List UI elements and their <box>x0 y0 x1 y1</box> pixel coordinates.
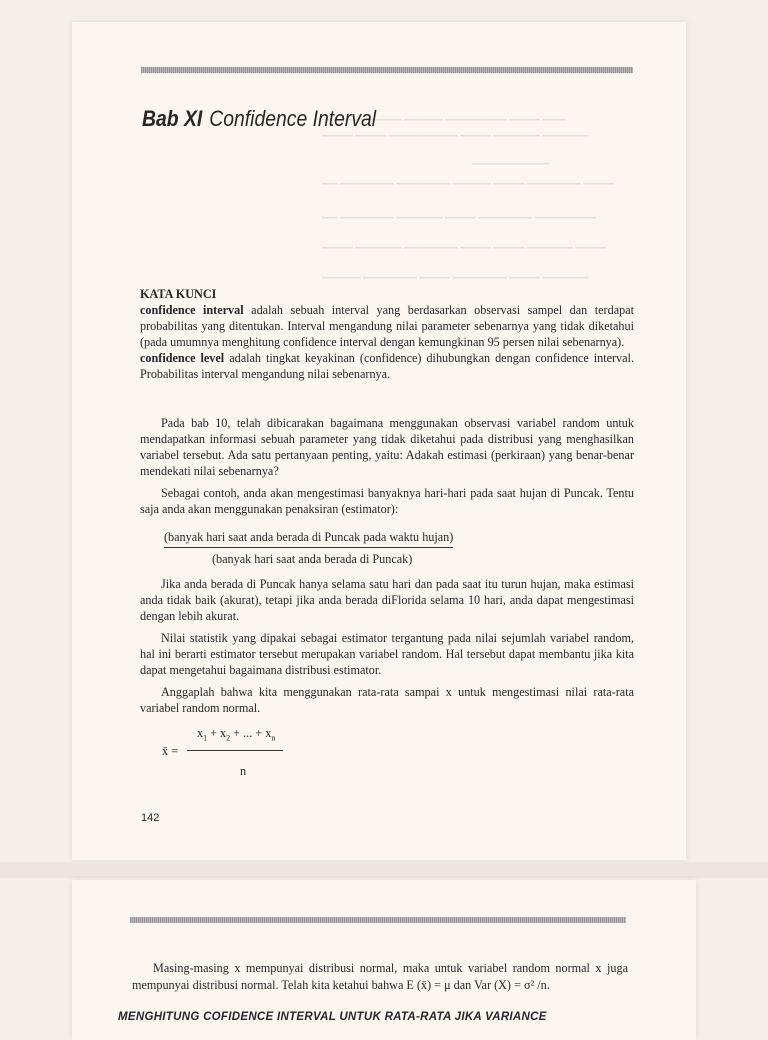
bleed-through-text: ▁▁▁▁▁ ▁▁▁▁▁▁▁ ▁▁▁▁ ▁▁▁▁▁▁▁ ▁▁▁▁ ▁▁▁▁▁▁ <box>322 268 589 279</box>
page-142 <box>72 22 686 860</box>
paragraph: Jika anda berada di Puncak hanya selama satu hari dan pada saat itu turun hujan, maka estimasi anda tidak baik (akurat), tetapi jika anda berada diFlorida selama 10 hari, anda dapat mengestimasi dengan lebih akurat. <box>140 577 634 623</box>
formula-denominator: n <box>240 764 247 778</box>
bleed-through-text: ▁▁▁▁▁▁▁▁▁▁ <box>472 154 549 165</box>
paragraph: Nilai statistik yang dipakai sebagai estimator tergantung pada nilai sejumlah variabel random, hal ini berarti estimator tersebut merupakan variabel random. Hal tersebut dapat membantu jika kita dapat mengetahui bagaimana distribusi estimator. <box>140 631 634 677</box>
paragraph: Sebagai contoh, anda akan mengestimasi banyaknya hari-hari pada saat hujan di Puncak. Tentu saja anda akan menggunakan penaksiran (estimator): <box>140 486 634 516</box>
formula-lhs: x̄ = <box>162 744 179 758</box>
header-rule <box>141 67 633 73</box>
page-143 <box>72 880 696 1040</box>
bleed-through-text: ▁▁ ▁▁▁▁▁▁▁ ▁▁▁▁▁▁▁ ▁▁▁▁▁ ▁▁▁▁ ▁▁▁▁▁▁▁ ▁▁▁▁ <box>322 174 614 185</box>
keyword-confidence-level <box>140 350 634 382</box>
paragraph: Masing-masing x mempunyai distribusi normal, maka untuk variabel random normal x juga mempunyai distribusi normal. Telah kita ketahui bahwa E (x̄) = μ dan Var (X) = σ² /n. <box>132 961 628 992</box>
chapter-number: Bab XI <box>142 106 203 131</box>
estimator-fraction <box>164 529 453 567</box>
chapter-title: Confidence Interval <box>209 106 377 131</box>
bleed-through-text: ▁▁▁▁▁▁ ▁▁▁▁ ▁▁▁▁▁ ▁▁▁▁▁▁▁▁ ▁▁▁▁ ▁▁▁ <box>322 110 566 121</box>
section-subheading: MENGHITUNG COFIDENCE INTERVAL UNTUK RATA-RATA JIKA VARIANCE <box>118 1011 547 1023</box>
paragraph: Anggaplah bahwa kita menggunakan rata-rata sampai x untuk mengestimasi nilai rata-rata variabel random normal. <box>140 685 634 715</box>
page-number: 142 <box>141 812 160 824</box>
keyword-term: confidence interval <box>140 303 244 317</box>
keywords-heading: KATA KUNCI <box>140 287 217 301</box>
page-gap <box>0 862 768 878</box>
body-text-1 <box>140 415 634 517</box>
paragraph: Pada bab 10, telah dibicarakan bagaimana menggunakan observasi variabel random untuk mendapatkan informasi sebuah parameter yang tidak diketahui pada distribusi yang menghasilkan variabel tersebut. Ada satu pertanyaan penting, yaitu: Adakah estimasi (perkiraan) yang benar-benar mendekati nilai sebenarnya? <box>140 416 634 478</box>
keyword-definition: adalah tingkat keyakinan (confidence) dihubungkan dengan confidence interval. Probabilitas interval mengandung nilai sebenarnya. <box>140 351 634 381</box>
keyword-definition: adalah sebuah interval yang berdasarkan observasi sampel dan terdapat probabilitas yang ditentukan. Interval mengandung nilai parameter sebenarnya yang tidak diketahui (pada umumnya menghitung confidence interval dengan kemungkinan 95 persen nilai sebenarnya). <box>140 303 635 349</box>
bleed-through-text: ▁▁▁▁ ▁▁▁▁ ▁▁▁▁▁▁▁▁▁ ▁▁▁▁ ▁▁▁▁▁▁ ▁▁▁▁▁▁ <box>322 126 589 137</box>
sample-mean-formula <box>162 722 312 782</box>
chapter-heading <box>142 106 376 132</box>
fraction-bar <box>187 750 283 751</box>
fraction-numerator: (banyak hari saat anda berada di Puncak pada waktu hujan) <box>164 529 453 548</box>
body-text <box>132 960 628 994</box>
fraction-denominator: (banyak hari saat anda berada di Puncak) <box>212 552 413 566</box>
keyword-term: confidence level <box>140 351 225 365</box>
header-rule <box>130 917 626 923</box>
formula-numerator: $x_1 + x_2$ + ... + $x_n$ <box>197 726 276 743</box>
body-text-2 <box>140 576 634 716</box>
keywords-section <box>140 286 634 382</box>
bleed-through-text: ▁▁ ▁▁▁▁▁▁▁ ▁▁▁▁▁▁ ▁▁▁▁ ▁▁▁▁▁▁▁ ▁▁▁▁▁▁▁▁ <box>322 208 596 219</box>
bleed-through-text: ▁▁▁▁ ▁▁▁▁▁▁ ▁▁▁▁▁▁▁ ▁▁▁▁ ▁▁▁▁ ▁▁▁▁▁▁ ▁▁▁▁ <box>322 238 607 249</box>
keyword-confidence-interval <box>140 302 634 350</box>
